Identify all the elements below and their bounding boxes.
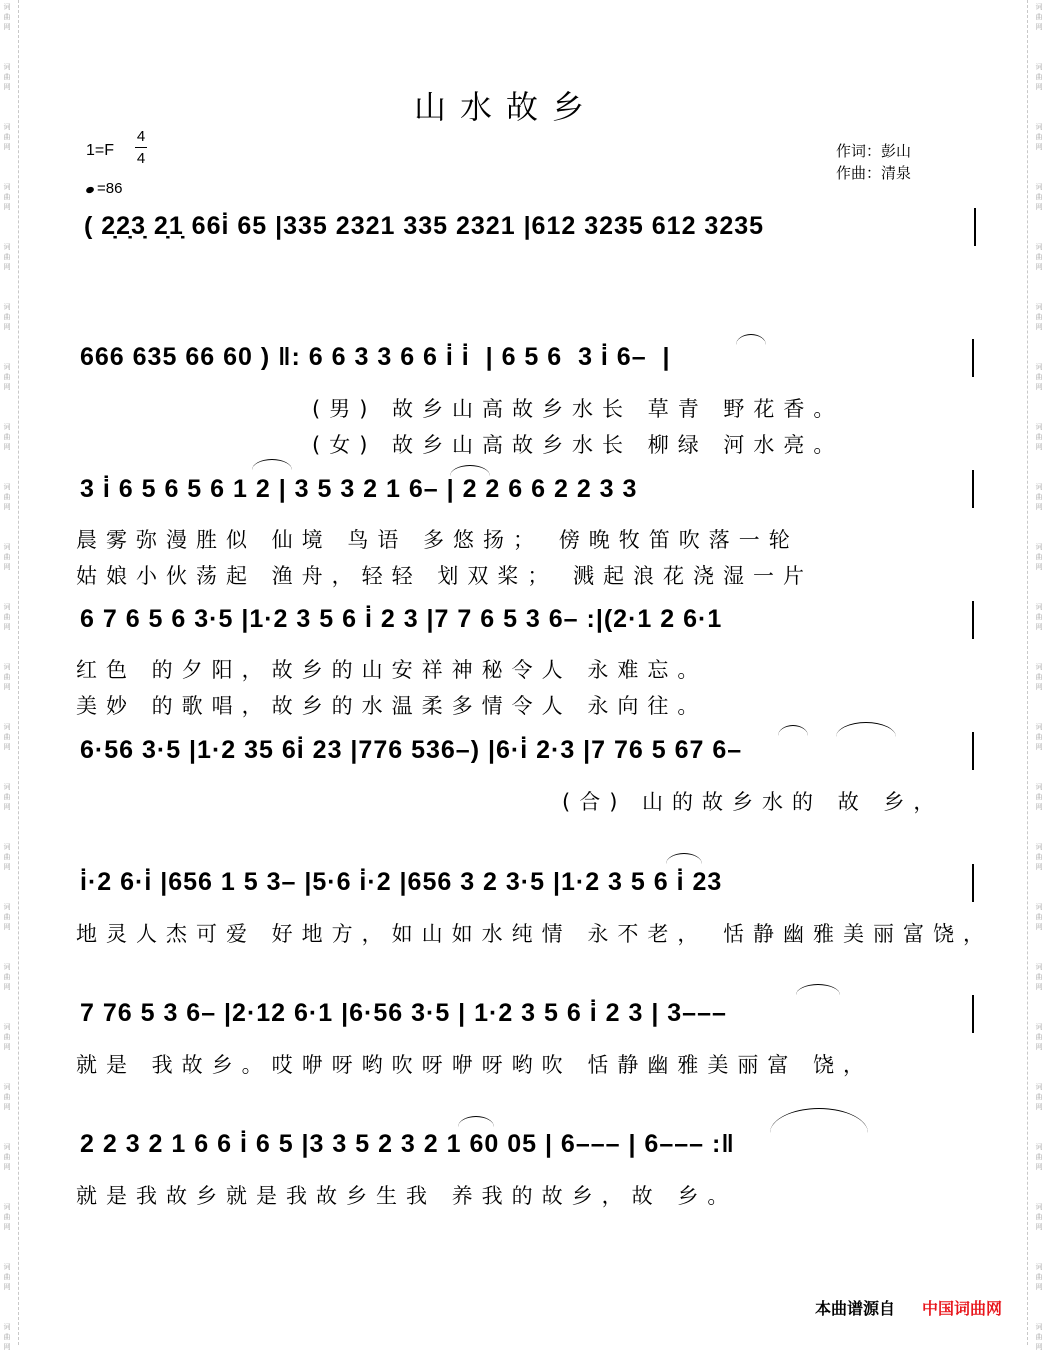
watermark-text: 词 曲 网 [3, 1143, 11, 1171]
watermark-text: 词 曲 网 [1035, 723, 1043, 751]
watermark-text: 词 曲 网 [1035, 1083, 1043, 1111]
watermark-text: 词 曲 网 [1035, 903, 1043, 931]
quarter-note-icon [85, 186, 95, 194]
watermark-text: 词 曲 网 [1035, 843, 1043, 871]
lyrics-line-8: 就是我故乡就是我故乡生我 养我的故乡，故 乡。 [76, 1184, 738, 1208]
slur-mark [796, 984, 840, 995]
slur-mark [458, 1116, 494, 1127]
lyricist-credit: 作词：彭山 [836, 142, 912, 160]
watermark-text: 词 曲 网 [1035, 1203, 1043, 1231]
slur-mark [736, 334, 766, 345]
time-signature-top: 4 [136, 128, 146, 145]
footer-source-label: 本曲谱源自 [815, 1299, 896, 1318]
barline [972, 864, 974, 902]
watermark-text: 词 曲 网 [3, 123, 11, 151]
time-signature-bottom: 4 [136, 150, 146, 167]
watermark-text: 词 曲 网 [3, 63, 11, 91]
watermark-text: 词 曲 网 [1035, 63, 1043, 91]
score-line-5: 6·56 3·5 |1·2 35 6i̇ 23 |776 536–) |6·i̇ 2·3 |7 76 5 67 6– [80, 736, 743, 764]
tempo-marking [86, 180, 122, 197]
watermark-text: 词 曲 网 [1035, 1143, 1043, 1171]
score-line-6: i̇·2 6·i̇ |656 1 5 3– |5·6 i̇·2 |656 3 2 3·5 |1·2 3 5 6 i̇ 23 [80, 868, 723, 896]
watermark-text: 词 曲 网 [1035, 3, 1043, 31]
lyrics-line-2-female: (女) 故乡山高故乡水长 柳绿 河水亮。 [312, 433, 844, 457]
slur-mark [778, 725, 808, 736]
watermark-text: 词 曲 网 [3, 363, 11, 391]
watermark-text: 词 曲 网 [3, 303, 11, 331]
watermark-text: 词 曲 网 [3, 423, 11, 451]
barline [972, 470, 974, 508]
watermark-text: 词 曲 网 [3, 483, 11, 511]
watermark-text: 词 曲 网 [3, 1203, 11, 1231]
composer-credit: 作曲：清泉 [836, 164, 912, 182]
tempo-value: =86 [97, 180, 123, 197]
time-signature [133, 128, 149, 167]
lyrics-line-2-male: (男) 故乡山高故乡水长 草青 野花香。 [312, 397, 844, 421]
watermark-text: 词 曲 网 [1035, 543, 1043, 571]
watermark-text: 词 曲 网 [3, 903, 11, 931]
slur-mark [666, 853, 702, 864]
right-watermark-strip [1030, 0, 1044, 1351]
lyrics-line-7: 就是 我故乡。哎咿呀哟吹呀咿呀哟吹 恬静幽雅美丽富 饶， [76, 1053, 874, 1077]
watermark-text: 词 曲 网 [3, 963, 11, 991]
slur-mark [252, 459, 292, 470]
score-line-8: 2 2 3 2 1 6 6 i̇ 6 5 |3 3 5 2 3 2 1 60 05 | 6––– | 6––– :‖ [80, 1130, 735, 1158]
watermark-text: 词 曲 网 [1035, 1323, 1043, 1351]
slur-mark [450, 465, 490, 476]
watermark-text: 词 曲 网 [3, 1023, 11, 1051]
lyrics-line-5: (合) 山的故乡水的 故 乡， [562, 790, 944, 814]
watermark-text: 词 曲 网 [3, 183, 11, 211]
watermark-text: 词 曲 网 [1035, 603, 1043, 631]
watermark-text: 词 曲 网 [3, 663, 11, 691]
score-line-2: 666 635 66 60 ) ‖: 6 6 3 3 6 6 i̇ i̇ | 6 5 6 3 i̇ 6– | [80, 343, 671, 371]
watermark-text: 词 曲 网 [3, 1323, 11, 1351]
key-signature: 1=F [86, 142, 115, 159]
watermark-text: 词 曲 网 [1035, 303, 1043, 331]
footer-site-link[interactable]: 中国词曲网 [922, 1299, 1003, 1318]
watermark-text: 词 曲 网 [3, 3, 11, 31]
watermark-text: 词 曲 网 [3, 1263, 11, 1291]
lyrics-line-3-verse-1: 晨雾弥漫胜似 仙境 鸟语 多悠扬； 傍晚牧笛吹落一轮 [76, 528, 799, 552]
watermark-text: 词 曲 网 [1035, 963, 1043, 991]
barline [972, 732, 974, 770]
watermark-text: 词 曲 网 [3, 243, 11, 271]
score-line-7: 7 76 5 3 6– |2·12 6·1 |6·56 3·5 | 1·2 3 5 6 i̇ 2 3 | 3––– [80, 999, 727, 1027]
watermark-text: 词 曲 网 [1035, 663, 1043, 691]
watermark-text: 词 曲 网 [3, 723, 11, 751]
score-line-4: 6 7 6 5 6 3·5 |1·2 3 5 6 i̇ 2 3 |7 7 6 5 3 6– :|(2·1 2 6·1 [80, 605, 723, 633]
watermark-text: 词 曲 网 [1035, 183, 1043, 211]
watermark-text: 词 曲 网 [3, 603, 11, 631]
slur-mark [836, 722, 896, 737]
watermark-text: 词 曲 网 [1035, 363, 1043, 391]
lyrics-line-4-verse-1: 红色 的夕阳，故乡的山安祥神秘令人 永难忘。 [76, 658, 708, 682]
barline [972, 995, 974, 1033]
barline [972, 601, 974, 639]
watermark-text: 词 曲 网 [3, 843, 11, 871]
watermark-text: 词 曲 网 [1035, 243, 1043, 271]
watermark-text: 词 曲 网 [3, 543, 11, 571]
barline [974, 208, 976, 246]
slur-mark [770, 1108, 868, 1133]
watermark-text: 词 曲 网 [1035, 123, 1043, 151]
lyrics-line-3-verse-2: 姑娘小伙荡起 渔舟，轻轻 划双桨； 溅起浪花浇湿一片 [76, 564, 814, 588]
score-line-3: 3 i̇ 6 5 6 5 6 1 2 | 3 5 3 2 1 6– | 2 2 6 6 2 2 3 3 [80, 475, 638, 503]
lyrics-line-6: 地灵人杰可爱 好地方，如山如水纯情 永不老， 恬静幽雅美丽富饶， [76, 922, 994, 946]
watermark-text: 词 曲 网 [1035, 1263, 1043, 1291]
watermark-text: 词 曲 网 [1035, 783, 1043, 811]
song-title: 山水故乡 [413, 88, 598, 126]
lyrics-line-4-verse-2: 美妙 的歌唱，故乡的水温柔多情令人 永向往。 [76, 694, 708, 718]
watermark-text: 词 曲 网 [1035, 423, 1043, 451]
watermark-text: 词 曲 网 [1035, 483, 1043, 511]
left-watermark-strip [2, 0, 16, 1351]
barline [972, 339, 974, 377]
score-line-1: ( 2̣2̣3̣ 2̣1̣ 66i̇ 65 |335 2321 335 2321 |612 3235 612 3235 [84, 212, 765, 240]
watermark-text: 词 曲 网 [3, 783, 11, 811]
watermark-text: 词 曲 网 [3, 1083, 11, 1111]
watermark-text: 词 曲 网 [1035, 1023, 1043, 1051]
